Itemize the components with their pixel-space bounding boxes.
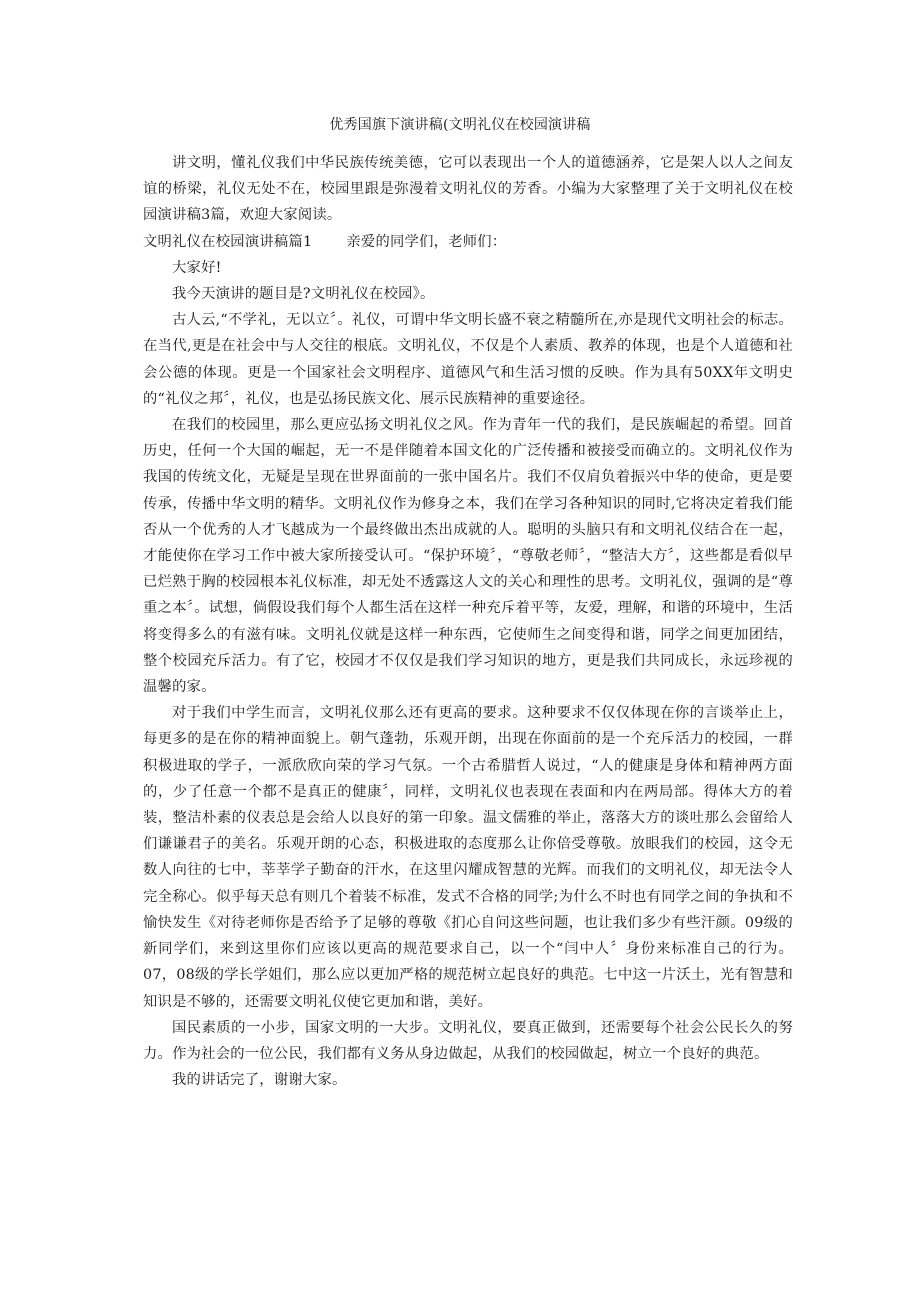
body-paragraph: 国民素质的一小步，国家文明的一大步。文明礼仪，要真正做到，还需要每个社会公民长久的努力。作为社会的一位公民，我们都有义务从身边做起，从我们的校园做起，树立一个良好的典范。: [143, 1019, 793, 1062]
salutation: 亲爱的同学们，老师们：: [346, 233, 507, 250]
document-body: [143, 150, 793, 1093]
body-paragraph: 对于我们中学生而言，文明礼仪那么还有更高的要求。这种要求不仅仅体现在你的言谈举止上，每更多的是在你的精神面貌上。朝气蓬勃，乐观开朗，出现在你面前的是一个充斥活力的校园，一群积极进取的学子，一派欣欣向荣的学习气氛。一个古希腊哲人说过，“人的健康是身体和精神两方面的，少了任意一个都不是真正的健康〞，同样，文明礼仪也表现在表面和内在两局部。得体大方的着装，整洁朴素的仪表总是会给人以良好的第一印象。温文儒雅的举止，落落大方的谈吐那么会留给人们谦谦君子的美名。乐观开朗的心态，积极进取的态度那么让你倍受尊敬。放眼我们的校园，这令无数人向往的七中，莘莘学子勤奋的汗水，在这里闪耀成智慧的光辉。而我们的文明礼仪，却无法令人完全称心。似乎每天总有则几个着装不标准，发式不合格的同学;为什么不时也有同学之间的争执和不愉快发生《对待老师你是否给予了足够的尊敬《扪心自问这些问题，也让我们多少有些汗颜。09级的新同学们，来到这里你们应该以更高的规范要求自己，以一个“闫中人〞身份来标准自己的行为。07，08级的学长学姐们，那么应以更加严格的规范树立起良好的典范。七中这一片沃土，光有智慧和知识是不够的，还需要文明礼仪使它更加和谐，美好。: [143, 705, 793, 1010]
closing-paragraph: 我的讲话完了，谢谢大家。: [172, 1072, 347, 1089]
section-heading-line: [143, 229, 793, 255]
topic-line: 我今天演讲的题目是?文明礼仪在校园》。: [172, 286, 435, 303]
intro-paragraph: 讲文明，懂礼仪我们中华民族传统美德，它可以表现出一个人的道德涵养，它是架人以人之间友谊的桥梁，礼仪无处不在，校园里跟是弥漫着文明礼仪的芳香。小编为大家整理了关于文明礼仪在校园演讲稿3篇，欢迎大家阅读。: [143, 155, 793, 224]
body-paragraph: 古人云,“不学礼，无以立〞。礼仪，可谓中华文明长盛不衰之精髓所在,亦是现代文明社会的标志。在当代,更是在社会中与人交往的根底。文明礼仪，不仅是个人素质、教养的体现，也是个人道德和社会公德的体现。更是一个国家社会文明程序、道德风气和生活习惯的反映。作为具有50XX年文明史的“礼仪之邦〞，礼仪，也是弘扬民族文化、展示民族精神的重要途径。: [143, 312, 793, 407]
body-paragraph: 在我们的校园里，那么更应弘扬文明礼仪之风。作为青年一代的我们，是民族崛起的希望。回首历史，任何一个大国的崛起，无一不是伴随着本国文化的广泛传播和被接受而确立的。文明礼仪作为我国的传统文化，无疑是呈现在世界面前的一张中国名片。我们不仅肩负着振兴中华的使命，更是要传承，传播中华文明的精华。文明礼仪作为修身之本，我们在学习各种知识的同时,它将决定着我们能否从一个优秀的人才飞越成为一个最终做出杰出成就的人。聪明的头脑只有和文明礼仪结合在一起，才能使你在学习工作中被大家所接受认可。“保护环境〞，“尊敬老师〞，“整洁大方〞，这些都是看似早已烂熟于胸的校园根本礼仪标准，却无处不透露这人文的关心和理性的思考。文明礼仪，强调的是“尊重之本〞。试想，倘假设我们每个人都生活在这样一种充斥着平等，友爱，理解，和谐的环境中，生活将变得多么的有滋有味。文明礼仪就是这样一种东西，它使师生之间变得和谐，同学之间更加团结，整个校园充斥活力。有了它，校园才不仅仅是我们学习知识的地方，更是我们共同成长，永远珍视的温馨的家。: [143, 417, 793, 696]
section-heading: 文明礼仪在校园演讲稿篇1: [143, 233, 313, 250]
document-title: 优秀国旗下演讲稿(文明礼仪在校园演讲稿: [329, 117, 591, 133]
greeting: 大家好!: [172, 259, 222, 276]
